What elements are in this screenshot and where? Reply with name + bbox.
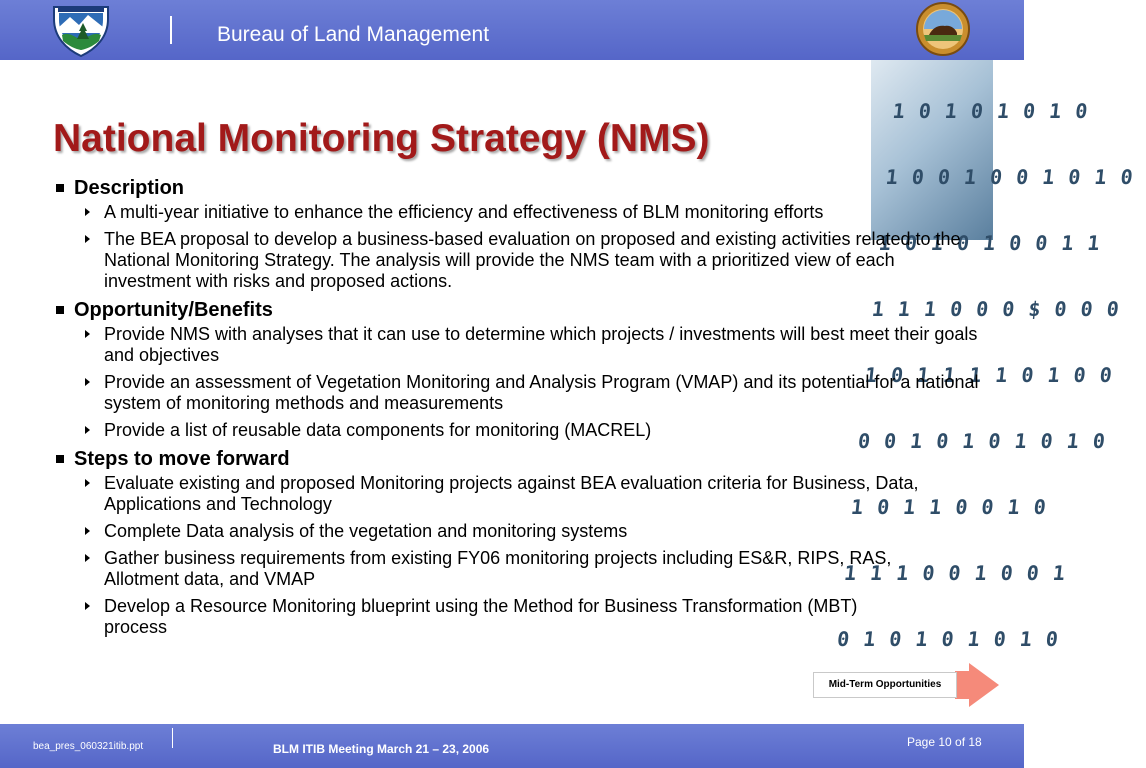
- triangle-bullet-icon: [85, 602, 90, 610]
- section-steps-forward: [55, 447, 985, 638]
- triangle-bullet-icon: [85, 426, 90, 434]
- header-bar: [0, 0, 1024, 60]
- section-heading: [55, 447, 985, 471]
- section-list: [55, 176, 985, 638]
- square-bullet-icon: [56, 455, 64, 463]
- list-item-text: Provide an assessment of Vegetation Monitoring and Analysis Program (VMAP) and its potential for a national system of monitoring methods and measurements: [104, 372, 979, 413]
- footer-filename: bea_pres_060321itib.ppt: [33, 741, 144, 752]
- triangle-bullet-icon: [85, 235, 90, 243]
- triangle-bullet-icon: [85, 479, 90, 487]
- slide-title: National Monitoring Strategy (NMS): [53, 117, 710, 160]
- footer-bar: [0, 724, 1024, 768]
- list-item: [55, 521, 985, 542]
- organization-name: Bureau of Land Management: [217, 23, 490, 46]
- section-items: [55, 324, 985, 441]
- section-heading-text: Steps to move forward: [74, 448, 290, 470]
- list-item-text: Gather business requirements from existing FY06 monitoring projects including ES&R, RIPS, RAS, Allotment data, and VMAP: [104, 548, 892, 589]
- list-item-text: Provide NMS with analyses that it can use to determine which projects / investments will best meet their goals and objectives: [104, 324, 978, 365]
- footer-divider: [172, 728, 173, 748]
- square-bullet-icon: [56, 306, 64, 314]
- header-divider: [170, 16, 172, 44]
- callout-label: Mid-Term Opportunities: [828, 679, 942, 690]
- triangle-bullet-icon: [85, 208, 90, 216]
- list-item-text: The BEA proposal to develop a business-based evaluation on proposed and existing activities related to the National Monitoring Strategy. The analysis will provide the NMS team with a prioritized view of each investment with risks and proposed actions.: [104, 229, 961, 291]
- triangle-bullet-icon: [85, 554, 90, 562]
- doi-seal-icon: [915, 1, 971, 57]
- triangle-bullet-icon: [85, 378, 90, 386]
- section-heading-text: Opportunity/Benefits: [74, 299, 273, 321]
- right-arrow-icon: [955, 663, 999, 707]
- page-number: Page 10 of 18: [907, 735, 982, 749]
- square-bullet-icon: [56, 184, 64, 192]
- section-heading: [55, 298, 985, 322]
- section-description: [55, 176, 985, 292]
- section-items: [55, 473, 985, 638]
- list-item-text: Develop a Resource Monitoring blueprint using the Method for Business Transformation (MBT) process: [104, 596, 858, 637]
- list-item: [55, 202, 854, 223]
- list-item-text: A multi-year initiative to enhance the efficiency and effectiveness of BLM monitoring efforts: [104, 202, 824, 222]
- section-items: [55, 202, 985, 292]
- triangle-bullet-icon: [85, 330, 90, 338]
- list-item: [55, 229, 985, 292]
- list-item: [55, 596, 904, 638]
- section-heading: [55, 176, 985, 200]
- section-heading-text: Description: [74, 177, 185, 199]
- mid-term-opportunities-link[interactable]: [813, 663, 999, 707]
- list-item: [55, 324, 985, 366]
- list-item: [55, 372, 985, 414]
- list-item-text: Provide a list of reusable data components for monitoring (MACREL): [104, 420, 652, 440]
- list-item-text: Complete Data analysis of the vegetation and monitoring systems: [104, 521, 628, 541]
- binary-digits: 1 0 1 0 1 0 1 0 1 0 0 1 0 0 1 0 1 0 1 0 1 0 1 0 0 1 1 1 1 1 0 0 0 $ 0 0 0 1 0 1 1 1 1 0 1 0 0 0 0 1 0 1 0 1 0 1 0 1 0 1 1 0 0 1 0 1 1 1 0 0 1 0 0 1 0 1 0 1 0 1 0 1 0: [835, 99, 1135, 651]
- triangle-bullet-icon: [85, 527, 90, 535]
- list-item: [55, 473, 985, 515]
- list-item-text: Evaluate existing and proposed Monitoring projects against BEA evaluation criteria for Business, Data, Applications and Technology: [104, 473, 919, 514]
- list-item: [55, 420, 985, 441]
- slide-content: [55, 176, 985, 644]
- blm-logo-icon: [50, 3, 112, 59]
- section-opportunity-benefits: [55, 298, 985, 441]
- list-item: [55, 548, 964, 590]
- footer-meeting: BLM ITIB Meeting March 21 – 23, 2006: [273, 742, 490, 756]
